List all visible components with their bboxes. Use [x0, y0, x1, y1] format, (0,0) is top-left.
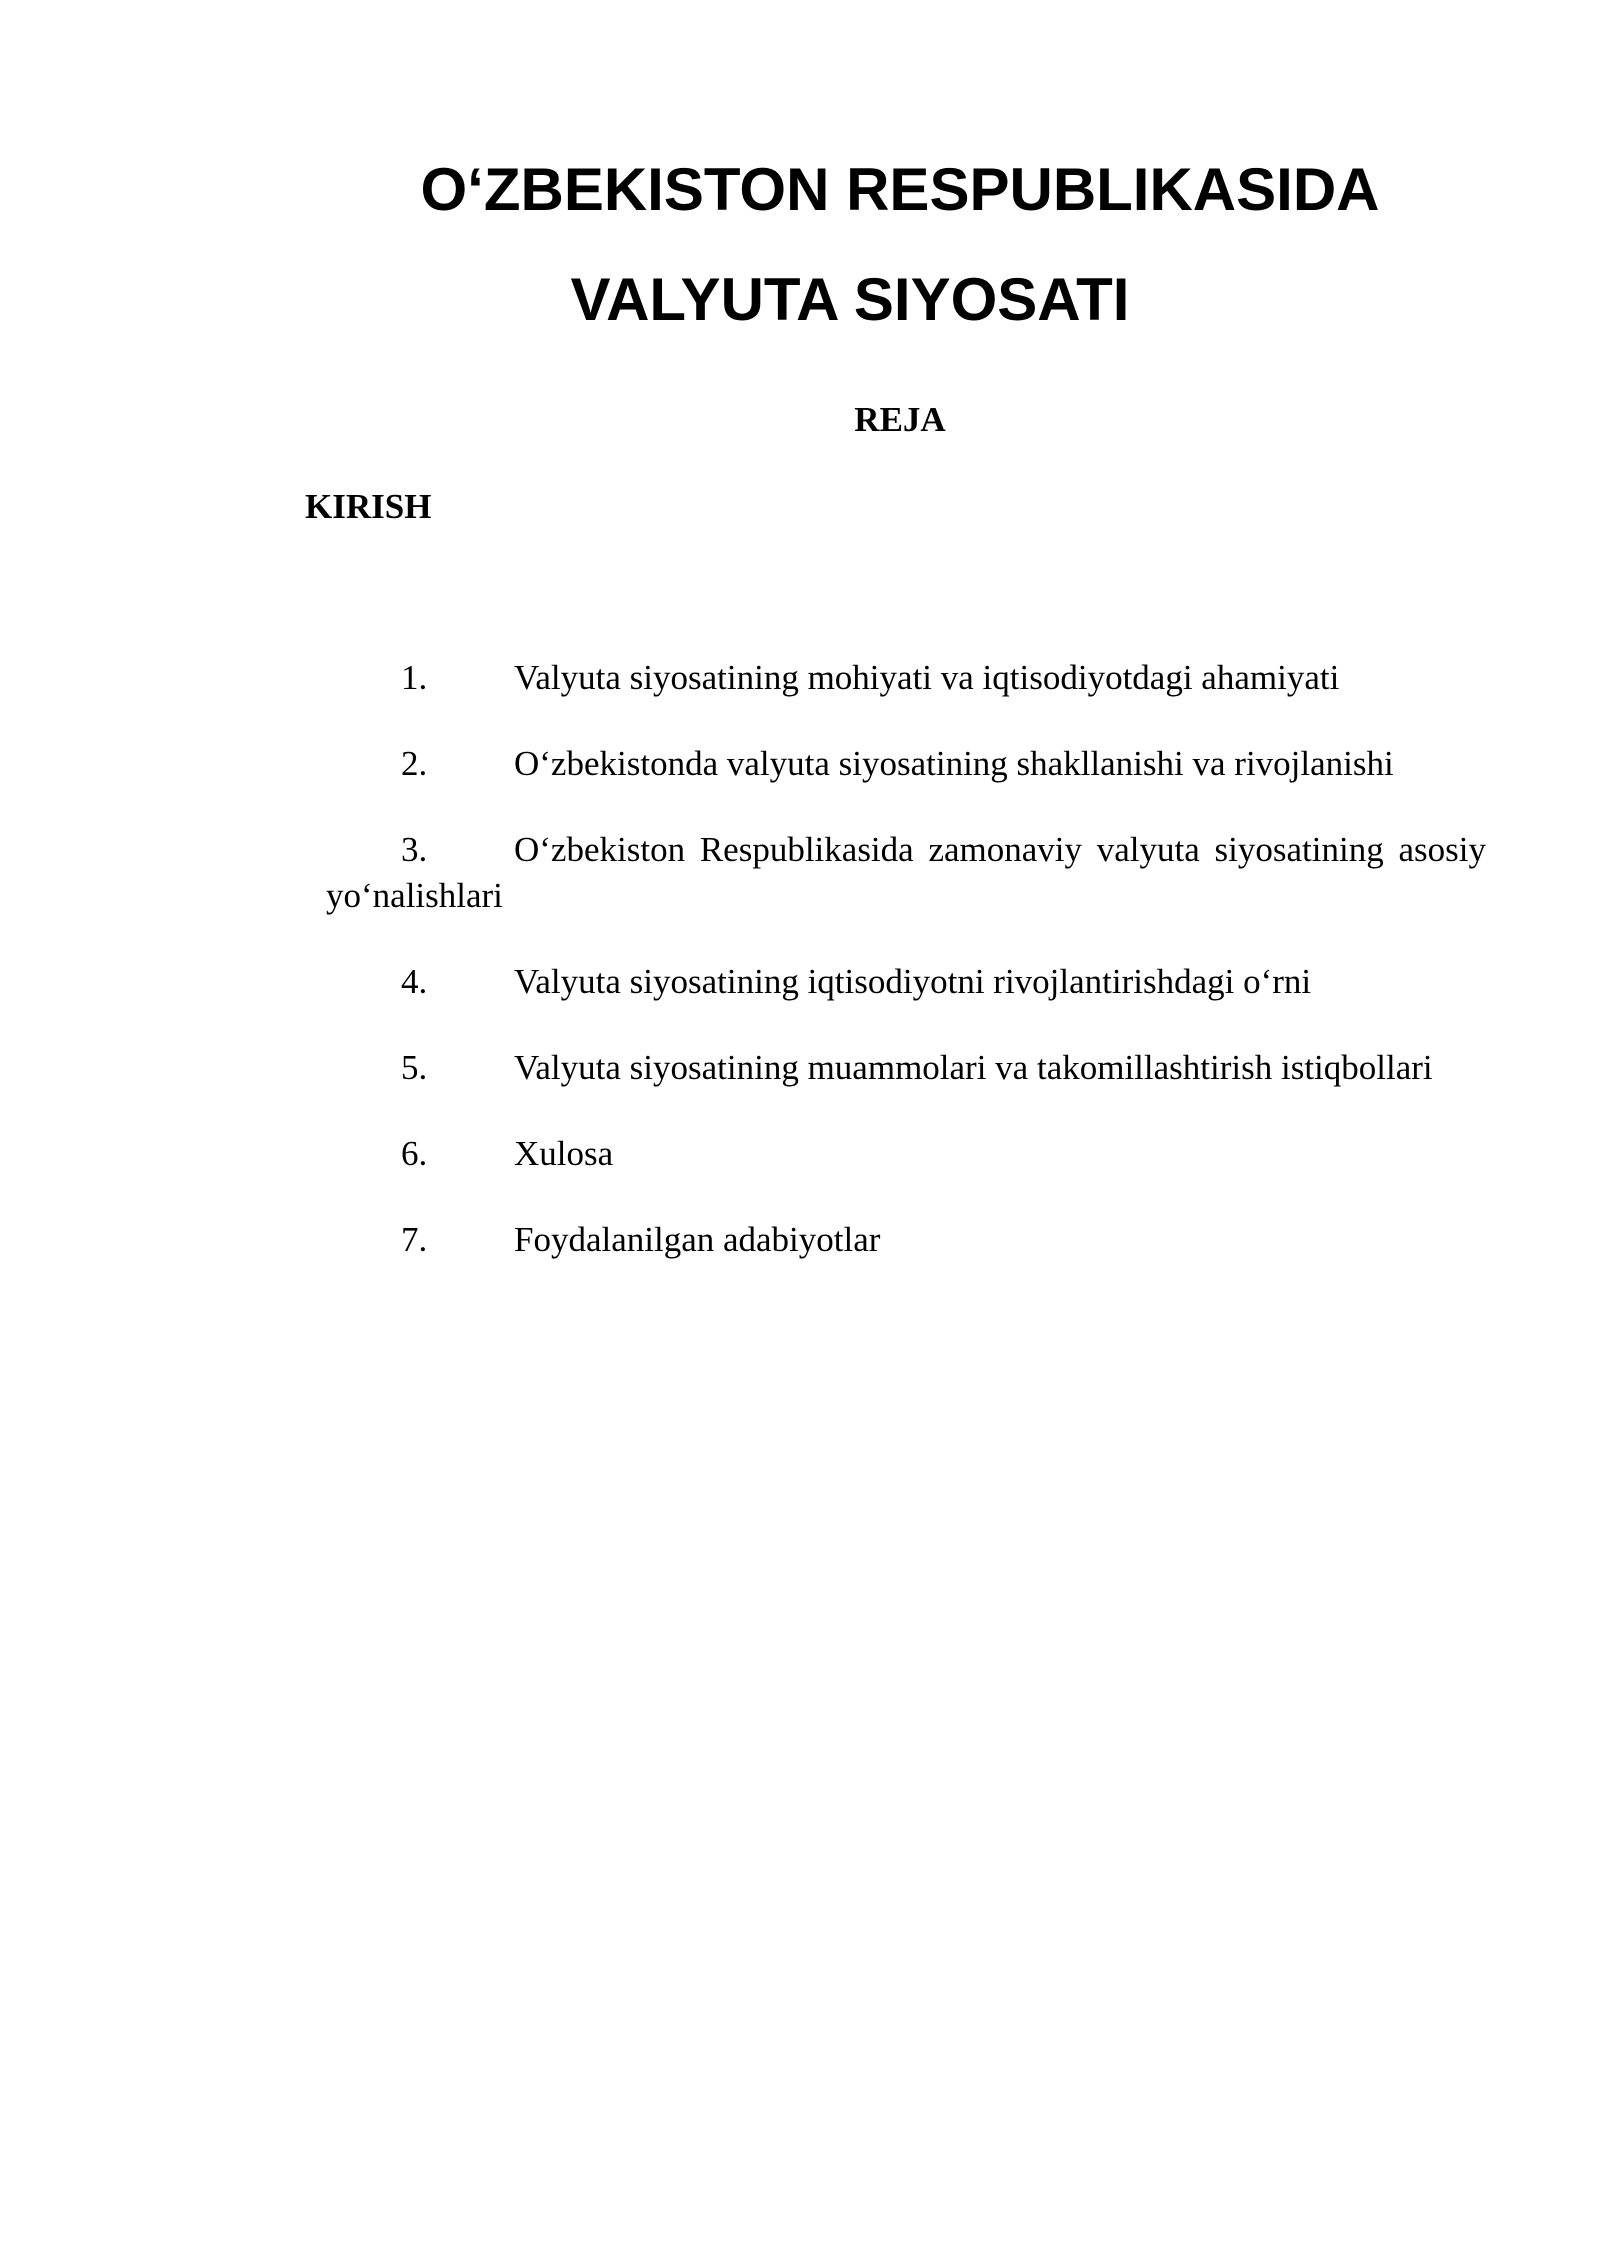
plan-item-number: 5. — [401, 1048, 428, 1087]
plan-list — [326, 655, 1486, 1303]
plan-item-number: 3. — [401, 830, 428, 869]
plan-item-text: Xulosa — [514, 1134, 614, 1173]
plan-item-text: Valyuta siyosatining iqtisodiyotni rivojlantirishdagi o‘rni — [514, 962, 1312, 1001]
intro-heading: KIRISH — [305, 487, 432, 526]
plan-item-text: Valyuta siyosatining mohiyati va iqtisodiyotdagi ahamiyati — [514, 658, 1340, 697]
plan-item-text: O‘zbekistonda valyuta siyosatining shakllanishi va rivojlanishi — [514, 744, 1394, 783]
plan-item-number: 2. — [401, 744, 428, 783]
plan-item-number: 7. — [401, 1220, 428, 1259]
plan-heading: REJA — [854, 400, 946, 439]
plan-item — [326, 827, 1486, 919]
plan-item-text: O‘zbekiston Respublikasida zamonaviy valyuta siyosatining asosiy yo‘nalishlari — [326, 830, 1486, 915]
document-title-line-2: VALYUTA SIYOSATI — [570, 266, 1130, 333]
plan-item — [326, 741, 1486, 787]
plan-item — [326, 1131, 1486, 1177]
plan-item-text: Valyuta siyosatining muammolari va takomillashtirish istiqbollari — [514, 1048, 1433, 1087]
plan-item — [326, 1045, 1486, 1091]
plan-item-text: Foydalanilgan adabiyotlar — [514, 1220, 881, 1259]
plan-item-number: 4. — [401, 962, 428, 1001]
plan-item-number: 1. — [401, 658, 428, 697]
document-title-line-1: O‘ZBEKISTON RESPUBLIKASIDA — [420, 156, 1380, 223]
plan-item — [326, 655, 1486, 701]
plan-item-number: 6. — [401, 1134, 428, 1173]
plan-item — [326, 1217, 1486, 1263]
plan-item — [326, 959, 1486, 1005]
